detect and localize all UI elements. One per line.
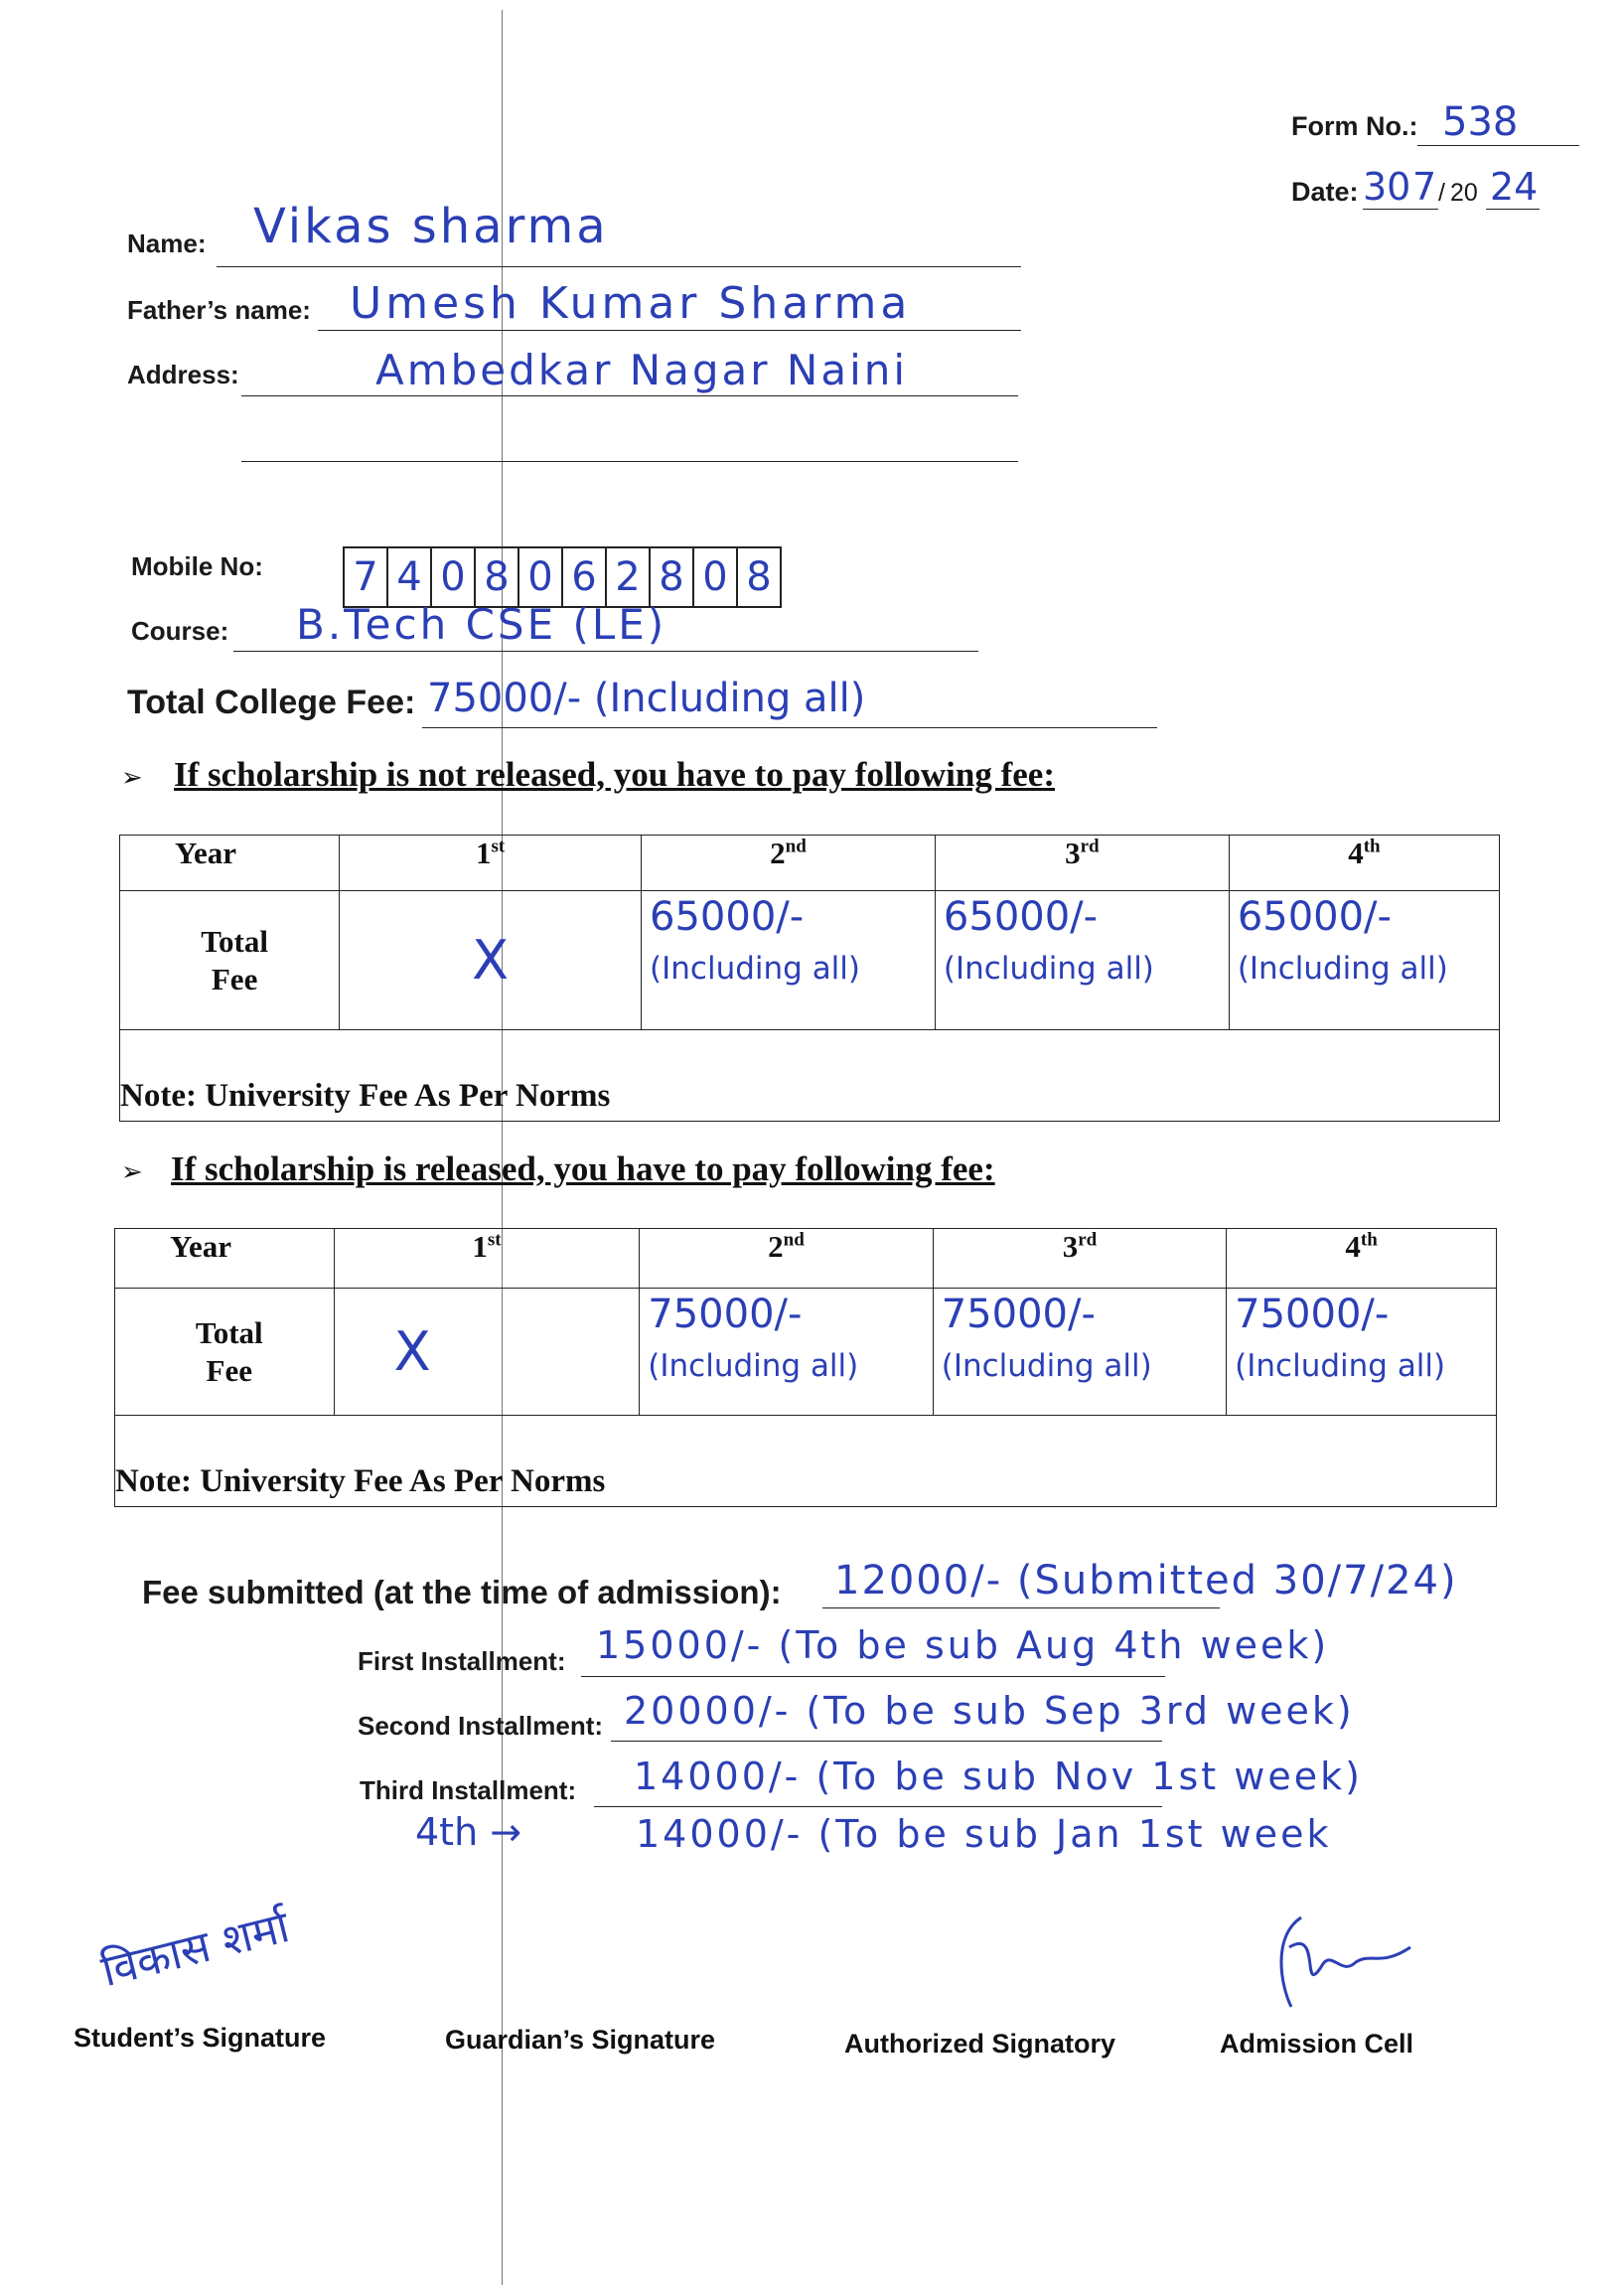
university-fee-note: Note: University Fee As Per Norms — [120, 1030, 1500, 1122]
fee-table-released — [114, 1228, 1497, 1507]
year-1-header: 1st — [340, 836, 642, 891]
year-1-fee: X — [334, 1289, 640, 1416]
third-installment-label: Third Installment: — [360, 1775, 577, 1805]
mobile-digit: 8 — [651, 548, 694, 606]
year-3-header: 3rd — [935, 836, 1229, 891]
date-slash: / — [1438, 179, 1445, 207]
name-label: Name: — [127, 229, 207, 258]
year-2-header: 2nd — [642, 836, 936, 891]
course-label: Course: — [131, 616, 229, 646]
year-2-fee: 75000/- (Including all) — [640, 1289, 933, 1416]
year-3-fee: 75000/- (Including all) — [933, 1289, 1226, 1416]
bullet-arrow-icon: ➢ — [121, 762, 143, 792]
year-3-fee: 65000/- (Including all) — [935, 891, 1229, 1030]
mobile-digit: 0 — [519, 548, 563, 606]
year-3-header: 3rd — [933, 1229, 1226, 1289]
mobile-digit: 4 — [388, 548, 432, 606]
mobile-digit: 0 — [432, 548, 476, 606]
total-fee-label: Total College Fee: — [127, 684, 416, 721]
total-fee-row-label: Total Fee — [115, 1289, 335, 1416]
year-2-header: 2nd — [640, 1229, 933, 1289]
year-header: Year — [120, 836, 340, 891]
year-4-fee: 75000/- (Including all) — [1227, 1289, 1497, 1416]
year-header: Year — [115, 1229, 335, 1289]
admission-cell-label: Admission Cell — [1220, 2029, 1414, 2059]
first-installment-label: First Installment: — [358, 1646, 566, 1676]
first-installment-value: 15000/- (To be sub Aug 4th week) — [596, 1623, 1330, 1667]
mobile-digit: 8 — [746, 554, 772, 600]
authorized-signatory-label: Authorized Signatory — [844, 2029, 1116, 2059]
date-day: 30 — [1363, 165, 1411, 209]
bullet-arrow-icon: ➢ — [121, 1156, 143, 1186]
mobile-digit: 0 — [694, 548, 738, 606]
name-value: Vikas sharma — [253, 199, 609, 254]
date-century: 20 — [1450, 179, 1478, 207]
year-4-fee: 65000/- (Including all) — [1229, 891, 1499, 1030]
year-2-fee: 65000/- (Including all) — [642, 891, 936, 1030]
form-no-value: 538 — [1442, 99, 1519, 145]
admission-fee-label: Fee submitted (at the time of admission): — [142, 1574, 782, 1610]
date-year: 24 — [1490, 165, 1539, 209]
mobile-digit: 7 — [345, 548, 388, 606]
student-handwritten-signature: विकास शर्मा — [96, 1902, 295, 1998]
date-label: Date: — [1291, 177, 1359, 207]
year-1-header: 1st — [334, 1229, 640, 1289]
father-name-label: Father’s name: — [127, 295, 311, 325]
second-installment-label: Second Installment: — [358, 1711, 604, 1741]
mobile-label: Mobile No: — [131, 551, 263, 581]
mobile-digit: 8 — [476, 548, 519, 606]
fourth-installment-value: 14000/- (To be sub Jan 1st week — [636, 1812, 1332, 1856]
guardian-signature-label: Guardian’s Signature — [445, 2025, 716, 2055]
total-fee-row-label: Total Fee — [120, 891, 340, 1030]
second-installment-value: 20000/- (To be sub Sep 3rd week) — [624, 1689, 1355, 1733]
course-value: B.Tech CSE (LE) — [296, 600, 667, 649]
date-month: 7 — [1412, 165, 1437, 209]
section-heading-released: If scholarship is released, you have to pay following fee: — [171, 1149, 995, 1188]
father-name-value: Umesh Kumar Sharma — [350, 278, 912, 329]
form-no-label: Form No.: — [1291, 111, 1418, 141]
address-label: Address: — [127, 360, 239, 389]
mobile-digit: 6 — [563, 548, 607, 606]
address-value: Ambedkar Nagar Naini — [375, 346, 909, 394]
mobile-number-boxes — [343, 546, 782, 608]
year-4-header: 4th — [1227, 1229, 1497, 1289]
total-fee-value: 75000/- (Including all) — [427, 676, 866, 721]
fourth-installment-label: 4th → — [415, 1810, 522, 1854]
fee-table-not-released — [119, 835, 1500, 1122]
student-signature-label: Student’s Signature — [74, 2023, 327, 2053]
admission-fee-value: 12000/- (Submitted 30/7/24) — [834, 1558, 1458, 1604]
year-4-header: 4th — [1229, 836, 1499, 891]
year-1-fee: X — [340, 891, 642, 1030]
admission-cell-signature-mark — [1261, 1908, 1420, 2017]
section-heading-not-released: If scholarship is not released, you have to pay following fee: — [174, 755, 1055, 794]
mobile-digit: 2 — [607, 548, 651, 606]
third-installment-value: 14000/- (To be sub Nov 1st week) — [634, 1755, 1363, 1798]
university-fee-note: Note: University Fee As Per Norms — [115, 1416, 1497, 1507]
